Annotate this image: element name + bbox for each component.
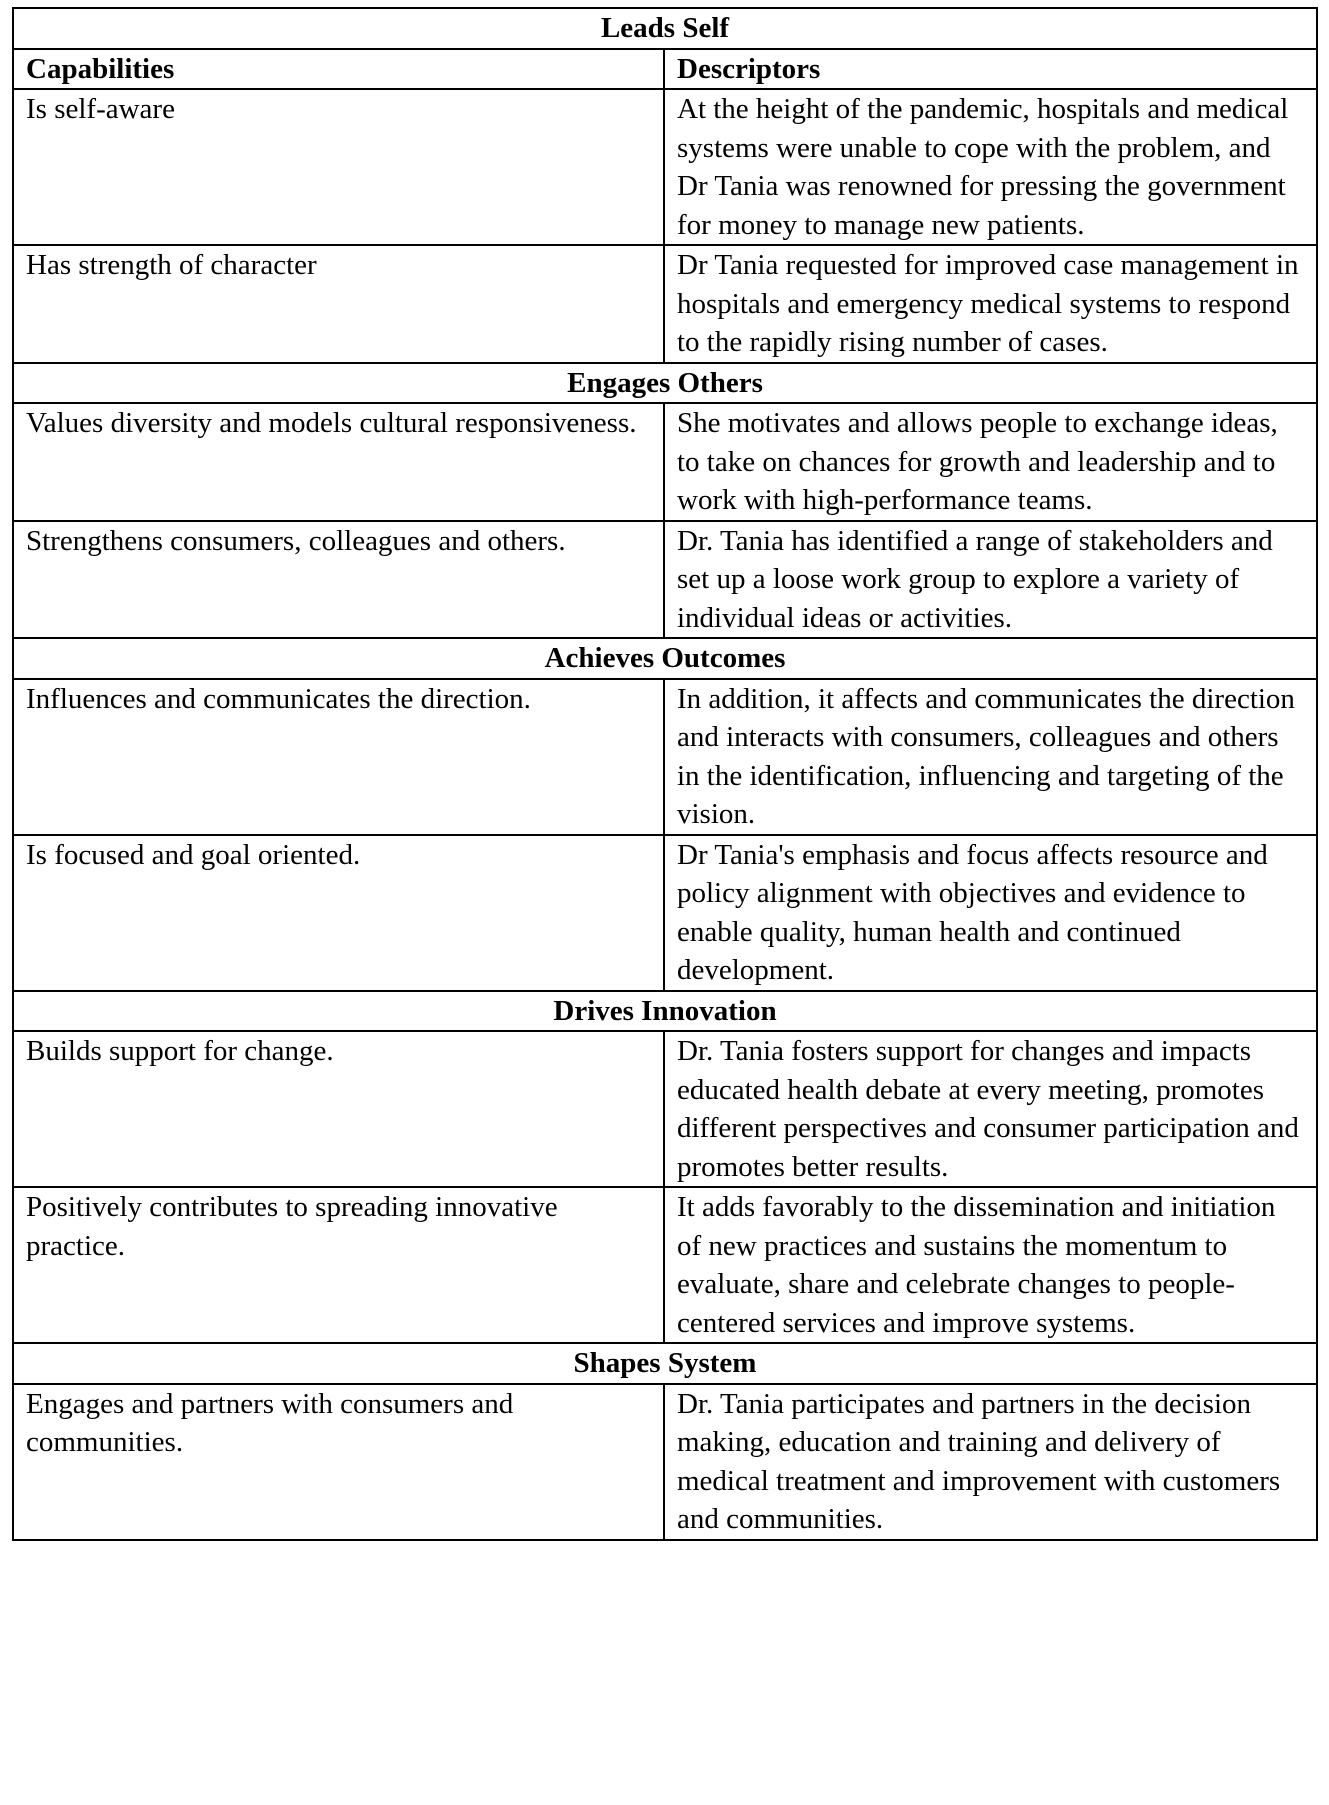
section-title: Engages Others — [13, 363, 1317, 404]
descriptors-header: Descriptors — [664, 49, 1317, 90]
table-row — [13, 835, 1317, 991]
section-row — [13, 1343, 1317, 1384]
capability-cell: Is self-aware — [13, 89, 664, 245]
section-row — [13, 8, 1317, 49]
leadership-capabilities-table — [12, 7, 1318, 1541]
table-row — [13, 245, 1317, 363]
descriptor-cell: At the height of the pandemic, hospitals and medical systems were unable to cope with the problem, and Dr Tania was renowned for pressing the government for money to manage new patients. — [664, 89, 1317, 245]
section-row — [13, 638, 1317, 679]
column-header-row — [13, 49, 1317, 90]
capability-cell: Has strength of character — [13, 245, 664, 363]
capability-cell: Influences and communicates the direction. — [13, 679, 664, 835]
capability-cell: Values diversity and models cultural responsiveness. — [13, 403, 664, 521]
table-row — [13, 1187, 1317, 1343]
section-title: Drives Innovation — [13, 991, 1317, 1032]
section-title: Shapes System — [13, 1343, 1317, 1384]
table-row — [13, 1384, 1317, 1540]
descriptor-cell: Dr. Tania participates and partners in the decision making, education and training and delivery of medical treatment and improvement with customers and communities. — [664, 1384, 1317, 1540]
capabilities-header: Capabilities — [13, 49, 664, 90]
descriptor-cell: In addition, it affects and communicates the direction and interacts with consumers, colleagues and others in the identification, influencing and targeting of the vision. — [664, 679, 1317, 835]
table-row — [13, 403, 1317, 521]
descriptor-cell: Dr Tania's emphasis and focus affects resource and policy alignment with objectives and evidence to enable quality, human health and continued development. — [664, 835, 1317, 991]
section-title: Leads Self — [13, 8, 1317, 49]
descriptor-cell: Dr. Tania has identified a range of stakeholders and set up a loose work group to explore a variety of individual ideas or activities. — [664, 521, 1317, 639]
descriptor-cell: It adds favorably to the dissemination and initiation of new practices and sustains the momentum to evaluate, share and celebrate changes to people-centered services and improve systems. — [664, 1187, 1317, 1343]
table-row — [13, 89, 1317, 245]
table-row — [13, 521, 1317, 639]
table-row — [13, 679, 1317, 835]
capability-cell: Positively contributes to spreading innovative practice. — [13, 1187, 664, 1343]
section-title: Achieves Outcomes — [13, 638, 1317, 679]
section-row — [13, 363, 1317, 404]
capability-cell: Builds support for change. — [13, 1031, 664, 1187]
descriptor-cell: Dr. Tania fosters support for changes and impacts educated health debate at every meeting, promotes different perspectives and consumer participation and promotes better results. — [664, 1031, 1317, 1187]
table-row — [13, 1031, 1317, 1187]
descriptor-cell: Dr Tania requested for improved case management in hospitals and emergency medical systems to respond to the rapidly rising number of cases. — [664, 245, 1317, 363]
section-row — [13, 991, 1317, 1032]
capability-cell: Is focused and goal oriented. — [13, 835, 664, 991]
capability-cell: Strengthens consumers, colleagues and others. — [13, 521, 664, 639]
capability-cell: Engages and partners with consumers and communities. — [13, 1384, 664, 1540]
descriptor-cell: She motivates and allows people to exchange ideas, to take on chances for growth and leadership and to work with high-performance teams. — [664, 403, 1317, 521]
